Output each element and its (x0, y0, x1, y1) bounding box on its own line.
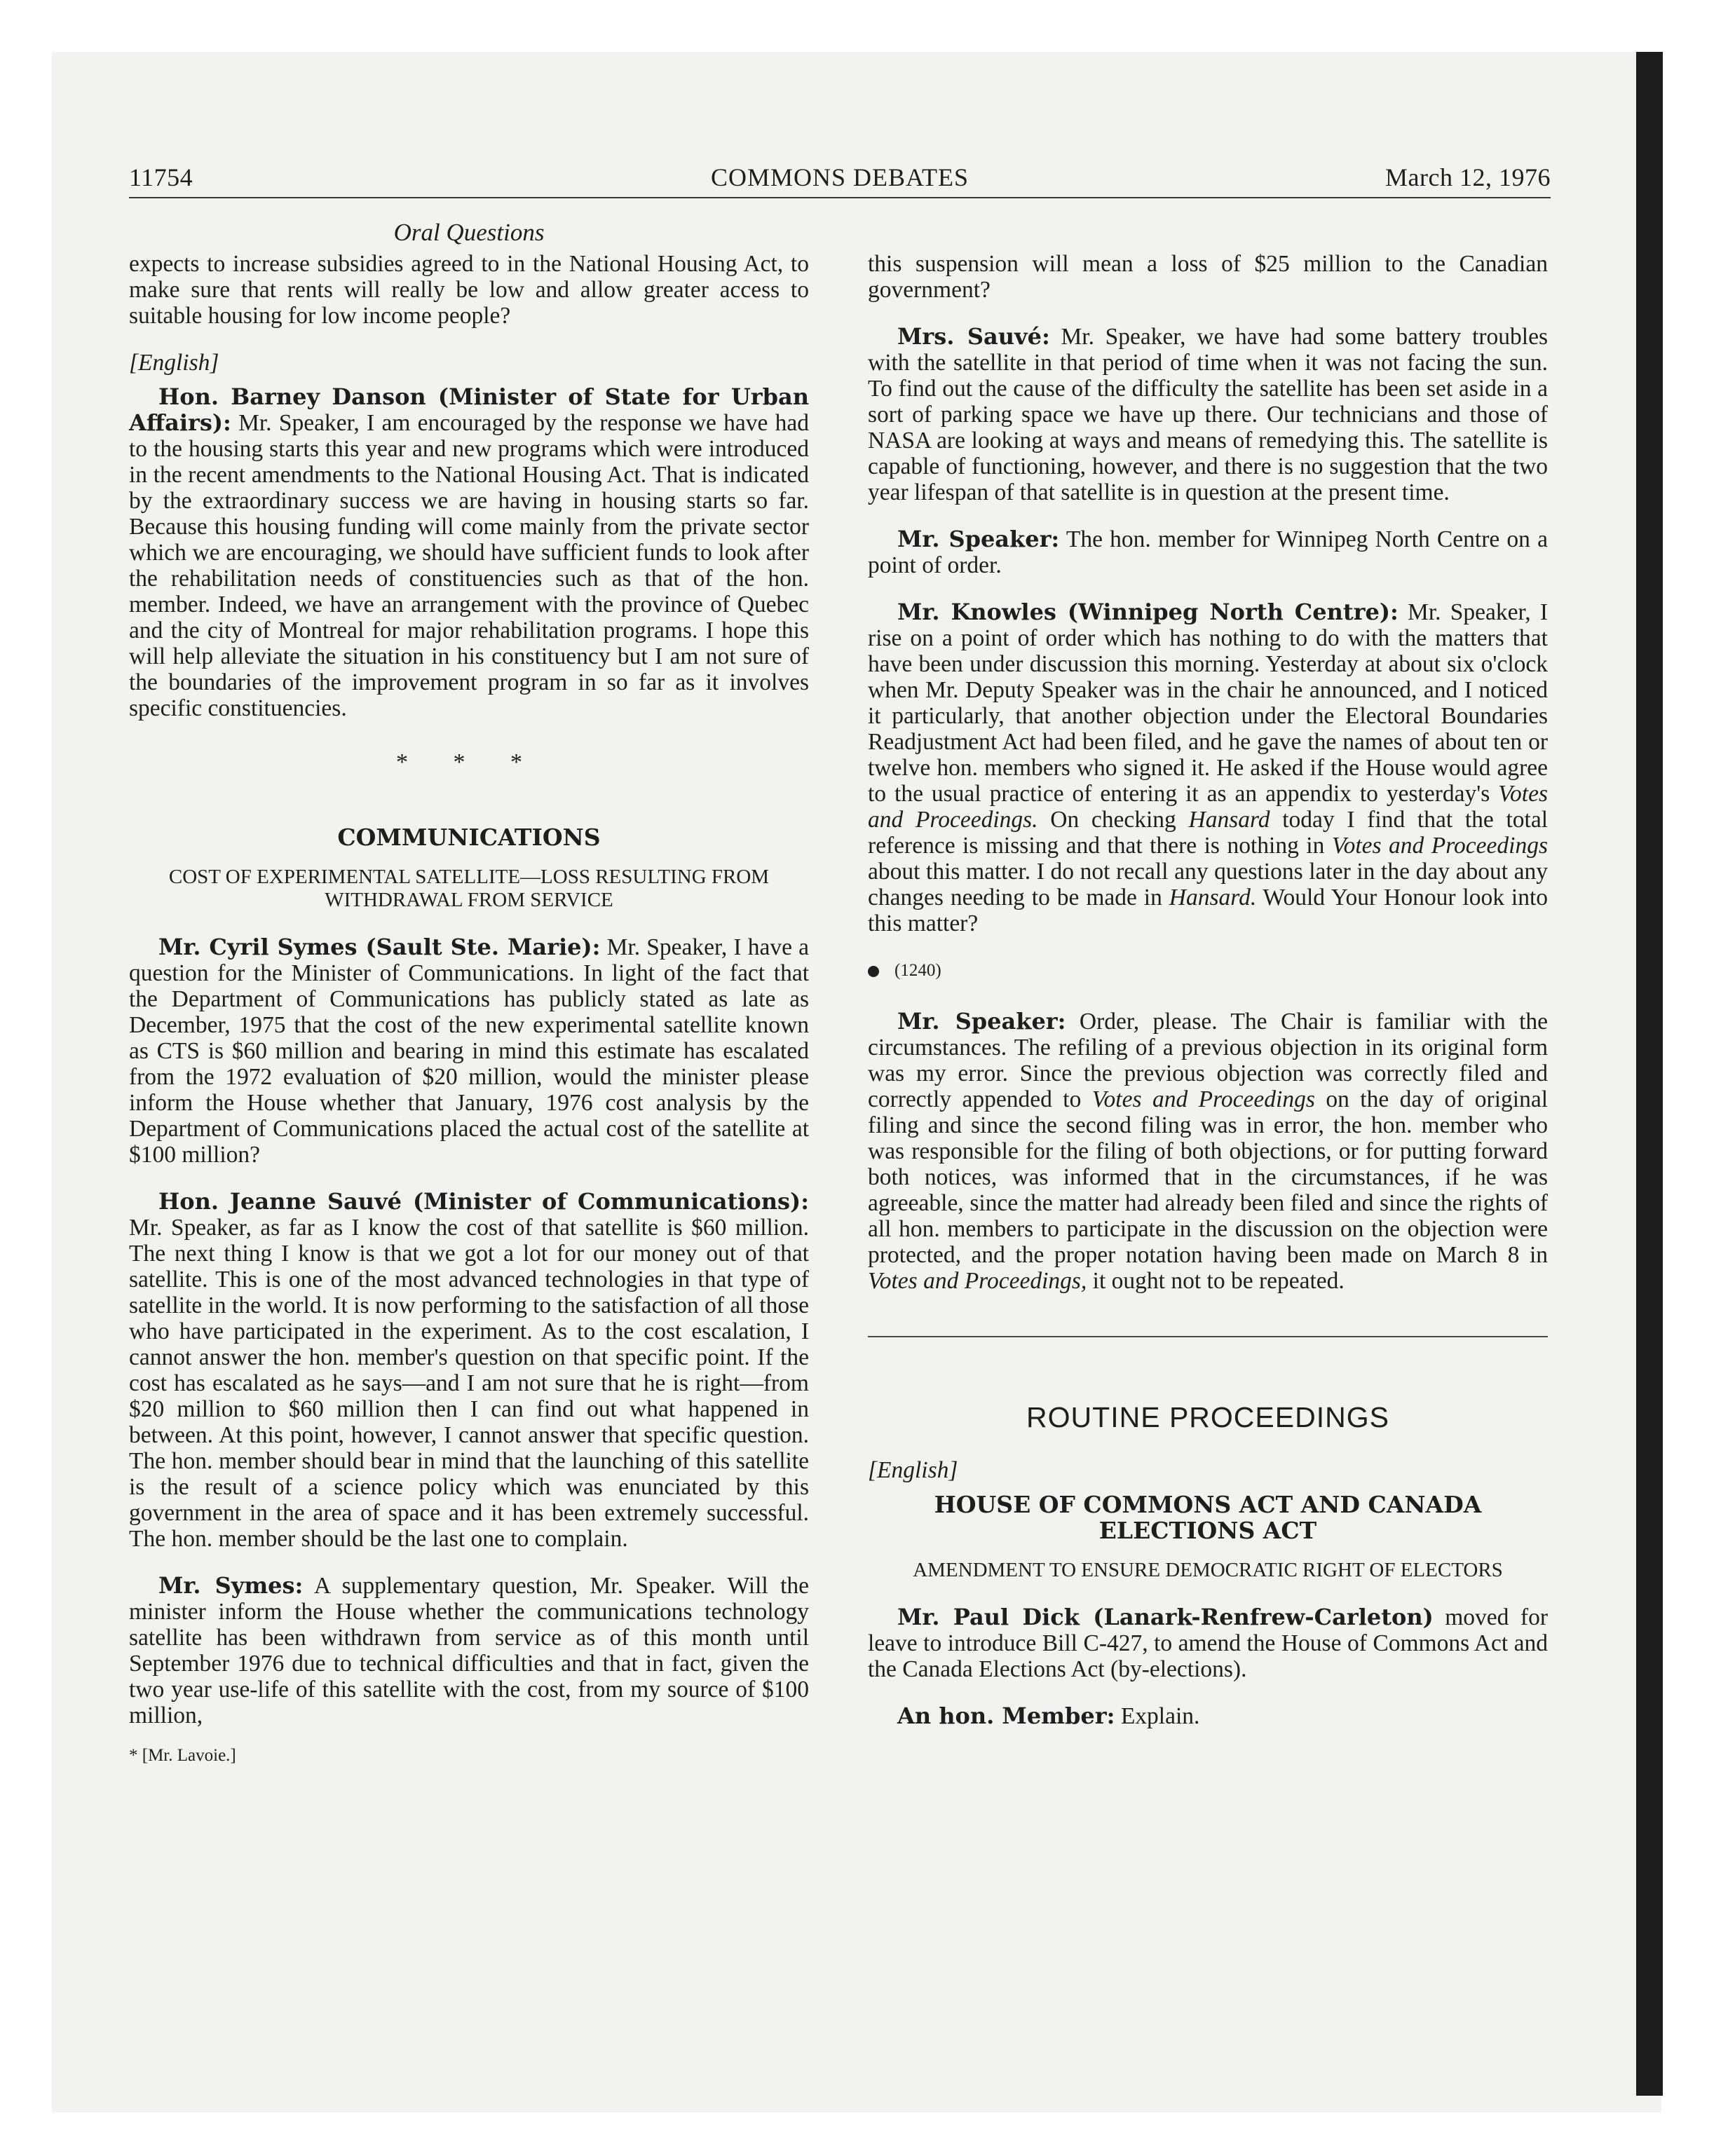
paragraph (868, 526, 1548, 578)
speaker-name: An hon. Member: (897, 1703, 1115, 1729)
time-marker-text: (1240) (894, 961, 941, 980)
section-rule (868, 1336, 1548, 1337)
left-column (129, 251, 809, 1768)
speech-text: today I find that the total reference is missing and that there is nothing in (868, 807, 1549, 859)
speaker-name: Mrs. Sauvé: (897, 323, 1050, 350)
speaker-name: Hon. Barney Danson (Minister of State for Urban Affairs): (129, 383, 809, 436)
time-marker (868, 957, 1548, 983)
speech-text: Order, please. The Chair is familiar with the circumstances. The refiling of a previous objection in its original form was my error. Since the previous objection was correctly filed and correctly appended to (868, 1009, 1549, 1112)
italic-reference: Votes and Proceedings (1091, 1086, 1315, 1112)
italic-reference: Hansard. (1169, 885, 1257, 910)
speech-text: Mr. Speaker, I rise on a point of order which has nothing to do with the matters that have been under discussion this morning. Yesterday at about six o'clock when Mr. Deputy Speaker was in the chair he announced, and I noticed it particularly, that another objection under the Electoral Boundaries Readjustment Act had been filed, and he gave the names of about ten or twelve hon. members who signed it. He asked if the House would agree to the usual practice of entering it as an appendix to yesterday's (868, 599, 1549, 807)
speech-text: The hon. member for Winnipeg North Centre on a point of order. (868, 526, 1549, 578)
speech-text: on the day of original filing and since the second filing was in error, the hon. member who was responsible for the filing of both objections, or for putting forward both notices, was informed that in the circumstances, if he was agreeable, since the matter had already been filed and since the rights of all hon. members to participate in the discussion on the objection were protected, and the proper notation having been made on March 8 in (868, 1086, 1549, 1268)
italic-reference: Votes and Proceedings, (868, 1268, 1087, 1294)
major-heading: ROUTINE PROCEEDINGS (1026, 1401, 1389, 1433)
speech-text: Explain. (1115, 1703, 1200, 1729)
paragraph (868, 1009, 1548, 1294)
paragraph (129, 934, 809, 1168)
speech-text: Would Your Honour look into this matter? (868, 885, 1549, 936)
bullet-icon (868, 966, 879, 977)
speaker-name: Mr. Symes: (158, 1572, 304, 1599)
speaker-name: Hon. Jeanne Sauvé (Minister of Communications): (158, 1188, 809, 1215)
paragraph: expects to increase subsidies agreed to in the National Housing Act, to make sure that rents will really be low and allow greater access to suitable housing for low income people? (129, 251, 809, 329)
publication-title: COMMONS DEBATES (710, 163, 969, 191)
section-heading: HOUSE OF COMMONS ACT AND CANADA ELECTIONS ACT (934, 1491, 1482, 1544)
italic-reference: Hansard (1188, 807, 1270, 833)
speaker-name: Mr. Knowles (Winnipeg North Centre): (897, 599, 1399, 625)
speech-text: about this matter. I do not recall any questions later in the day about any changes needing to be made in (868, 859, 1548, 910)
paragraph (129, 1189, 809, 1552)
paragraph (129, 1573, 809, 1728)
section-heading: COMMUNICATIONS (337, 824, 601, 851)
subject-heading: COST OF EXPERIMENTAL SATELLITE—LOSS RESULTING FROM WITHDRAWAL FROM SERVICE (168, 866, 770, 911)
speech-text: moved for leave to introduce Bill C-427, to amend the House of Commons Act and the Canada Elections Act (by-elections). (868, 1604, 1548, 1682)
speech-text: it ought not to be repeated. (1087, 1268, 1345, 1294)
speaker-name: Mr. Speaker: (897, 526, 1060, 552)
binding-edge (1636, 52, 1663, 2096)
footnote: * [Mr. Lavoie.] (129, 1746, 236, 1765)
section-label: Oral Questions (393, 219, 545, 246)
issue-date: March 12, 1976 (1385, 163, 1551, 191)
speech-text: Mr. Speaker, I have a question for the Minister of Communications. In light of the fact that the Department of Communications has publicly stated as late as December, 1975 that the cost of the new experimental satellite known as CTS is $60 million and bearing in mind this estimate has escalated from the 1972 evaluation of $20 million, would the minister please inform the House whether that January, 1976 cost analysis by the Department of Communications placed the actual cost of the satellite at $100 million? (129, 934, 809, 1168)
paragraph (868, 1604, 1548, 1682)
page-number: 11754 (129, 163, 193, 191)
speaker-name: Mr. Speaker: (897, 1008, 1066, 1035)
speech-text: Mr. Speaker, as far as I know the cost of that satellite is $60 million. The next thing I know is that we got a lot for our money out of that satellite. This is one of the most advanced technologies in that type of satellite in the world. It is now performing to the satisfaction of all those who have participated in the experiment. As to the cost escalation, I cannot answer the hon. member's question on that specific point. If the cost has escalated as he says—and I am not sure that he is right—from $20 million to $60 million then I can find out what happened in between. At this point, however, I cannot answer that specific question. The hon. member should bear in mind that the launching of this satellite is the result of a science policy which was enunciated by this government in the area of space and it has been extremely successful. The hon. member should be the last one to complain. (129, 1215, 809, 1552)
speech-text: A supplementary question, Mr. Speaker. Will the minister inform the House whether the communications technology satellite has been withdrawn from service as of this month until September 1976 due to technical difficulties and that in fact, given the two year use-life of this satellite with the cost, from my source of $100 million, (129, 1573, 809, 1728)
speech-text: Mr. Speaker, we have had some battery troubles with the satellite in that period of time when it was not facing the sun. To find out the cause of the difficulty the satellite has been set aside in a sort of parking space we have up there. Our technicians and those of NASA are looking at ways and means of remedying this. The satellite is capable of functioning, however, and there is no suggestion that the two year lifespan of that satellite is in question at the present time. (868, 324, 1549, 505)
paragraph (868, 1703, 1548, 1729)
speaker-name: Mr. Cyril Symes (Sault Ste. Marie): (158, 934, 601, 960)
paragraph (868, 599, 1548, 936)
speech-text: Mr. Speaker, I am encouraged by the response we have had to the housing starts this year and new programs which were introduced in the recent amendments to the National Housing Act. That is indicated by the extraordinary success we are having in housing starts so far. Because this housing funding will come mainly from the private sector which we are encouraging, we should have sufficient funds to look after the rehabilitation needs of constituencies such as that of the hon. member. Indeed, we have an arrangement with the province of Quebec and the city of Montreal for major rehabilitation programs. I hope this will help alleviate the situation in his constituency but I am not sure of the boundaries of the improvement program in so far as it involves specific constituencies. (129, 410, 809, 721)
language-tag: [English] (868, 1457, 958, 1483)
right-column (868, 251, 1548, 1750)
running-head (129, 163, 1551, 199)
paragraph (129, 384, 809, 721)
italic-reference: Votes and Proceedings (1331, 833, 1549, 859)
paragraph (868, 324, 1548, 505)
paragraph: this suspension will mean a loss of $25 million to the Canadian government? (868, 251, 1548, 303)
subject-heading: AMENDMENT TO ENSURE DEMOCRATIC RIGHT OF ELECTORS (913, 1559, 1503, 1581)
language-tag: [English] (129, 350, 219, 376)
speaker-name: Mr. Paul Dick (Lanark-Renfrew-Carleton) (897, 1604, 1434, 1630)
section-divider-stars: * * * (396, 749, 542, 775)
italic-reference: Votes and Proceedings. (868, 781, 1548, 833)
speech-text: On checking (1037, 807, 1189, 833)
header-rule (129, 197, 1551, 198)
